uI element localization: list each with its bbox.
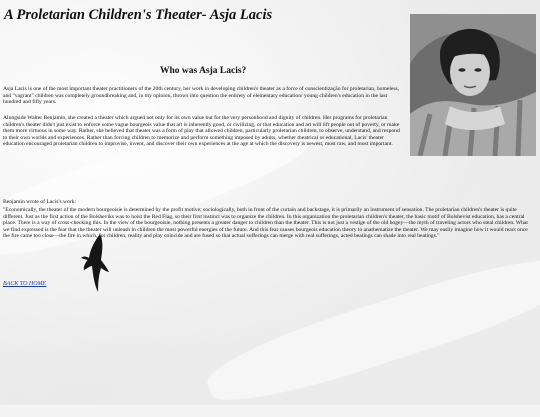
benjamin-quote: "Economically, the theater of the modern bourgeoisie is determined by the profit motive; sociologically, both in front of the curtain and backstage, it is primarily an instrument of sensation. The proletarian children's theater is quite different. Just as the first action of the Bolsheviks was to hoist the Red Flag, so their first instinct was to organize the children. In this organization the proletarian children's theater, the basic motif of Bolshevist education, has a central place. There is a way of cross-checking this. In the view of the bourgeoisie, nothing presents a greater danger to children than the theater. This is not just a vestige of the old bogey—the myth of traveling actors who steal children. What we find expressed is the fear that the theater will unleash in children the most powerful energies of the future. And this fear causes bourgeois education theory to anathematize the theater. We may easily imagine how it would react once the fire came too close—the fire in which, for children, reality and play coincide and are fused so that actual sufferings can merge with real sufferings, acted beatings can shade into real beatings." xyxy=(3,207,528,239)
portrait-photo xyxy=(410,14,536,156)
benjamin-paragraph: Alongside Walter Benjamin, she created a theater which argued not only for its own value but for the very personhood and dignity of children. Her programs for proletarian children's theater didn't just exist to enforce some vague bourgeois value that art is inherently good, or civilizing, or that education and art will lift people out of poverty, or make them more virtuous in some way. Rather, she believed that theater was a form of play that allowed children, particularly proletarian children, to observe, understand, and respond to their own worlds and experiences. Rather than forcing children to memorize and perform something imposed by adults, whether theatrical or educational, Lacis' theater education encouraged proletarian children to improvise, invent, and discover their own experiences at the age at which the discovery is newest, most raw, and most important. xyxy=(3,115,400,147)
back-to-home-link[interactable]: BACK TO HOME xyxy=(3,281,47,287)
quote-label: Benjamin wrote of Lacis's work: xyxy=(3,199,77,205)
page-title: A Proletarian Children's Theater- Asja Lacis xyxy=(4,7,273,23)
section-heading: Who was Asja Lacis? xyxy=(160,66,247,76)
bird-icon xyxy=(80,232,112,299)
intro-paragraph: Asja Lacis is one of the most important theater practitioners of the 20th century, her work in developing children's theater as a force of conscientização for proletarian, homeless, and "vagrant" children was completely groundbreaking and, in my opinion, throws into question the entirety of elementary education/ young children's education in the last hundred and fifty years. xyxy=(3,86,400,105)
